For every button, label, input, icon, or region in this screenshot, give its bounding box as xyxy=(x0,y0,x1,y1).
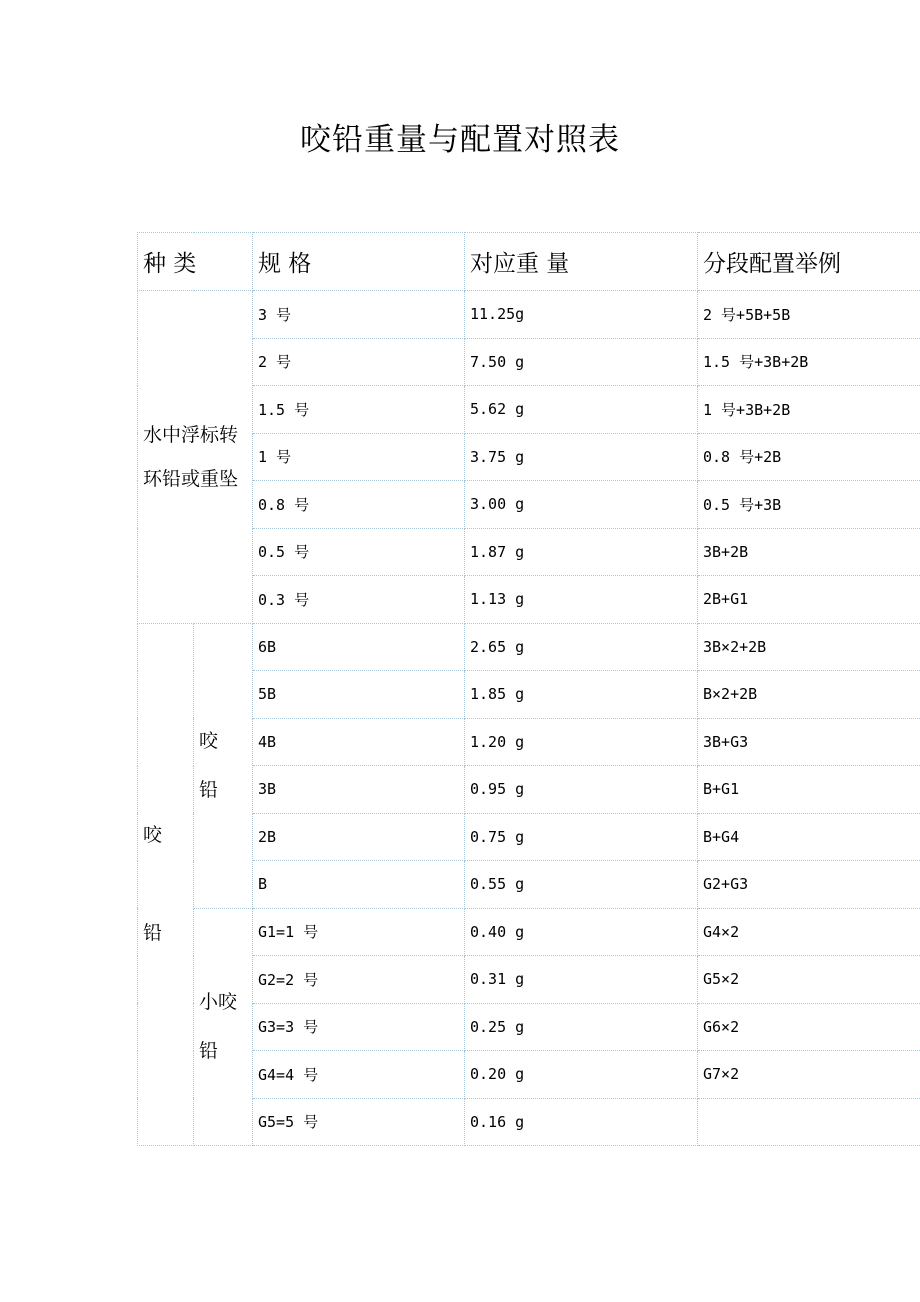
page-title-text: 咬铅重量与配置对照表 xyxy=(300,122,620,158)
header-kind: 种 类 xyxy=(138,233,253,291)
table-row xyxy=(138,1098,920,1146)
example-cell: 0.5 号+3B xyxy=(698,481,920,529)
category-line: 水中浮标转 xyxy=(143,423,239,446)
spec-cell: 2B xyxy=(253,813,465,861)
example-cell: G7×2 xyxy=(698,1051,920,1099)
example-cell: 0.8 号+2B xyxy=(698,433,920,481)
table-row xyxy=(138,813,920,861)
weight-cell: 1.85 g xyxy=(465,671,698,719)
table-header-row xyxy=(138,233,920,291)
weight-config-table xyxy=(137,232,920,1146)
spec-cell: G2=2 号 xyxy=(253,956,465,1004)
category-split-shot xyxy=(138,623,194,1146)
table-row xyxy=(138,528,920,576)
subcategory-line: 铅 xyxy=(199,1039,219,1062)
spec-cell: G5=5 号 xyxy=(253,1098,465,1146)
subcategory-small-split-shot xyxy=(194,908,253,1146)
example-cell: 2 号+5B+5B xyxy=(698,291,920,339)
spec-cell: 2 号 xyxy=(253,338,465,386)
table-row xyxy=(138,908,920,956)
category-float-rig xyxy=(138,291,253,624)
weight-cell: 0.25 g xyxy=(465,1003,698,1051)
spec-cell: B xyxy=(253,861,465,909)
category-char: 咬 xyxy=(143,824,163,847)
table-row xyxy=(138,766,920,814)
example-cell: 3B×2+2B xyxy=(698,623,920,671)
table-row xyxy=(138,433,920,481)
weight-cell: 1.13 g xyxy=(465,576,698,624)
spec-cell: G1=1 号 xyxy=(253,908,465,956)
spec-cell: 5B xyxy=(253,671,465,719)
weight-cell: 5.62 g xyxy=(465,386,698,434)
weight-cell: 7.50 g xyxy=(465,338,698,386)
table-row xyxy=(138,338,920,386)
example-cell: 1 号+3B+2B xyxy=(698,386,920,434)
spec-cell: 0.5 号 xyxy=(253,528,465,576)
table-row xyxy=(138,718,920,766)
header-weight: 对应重 量 xyxy=(465,233,698,291)
example-cell: 3B+2B xyxy=(698,528,920,576)
subcategory-char: 咬 xyxy=(199,729,219,752)
weight-cell: 2.65 g xyxy=(465,623,698,671)
page-title xyxy=(0,114,920,159)
category-line: 环铅或重坠 xyxy=(143,467,239,490)
subcategory-char: 铅 xyxy=(199,778,219,801)
spec-cell: 6B xyxy=(253,623,465,671)
spec-cell: 3 号 xyxy=(253,291,465,339)
category-char: 铅 xyxy=(143,922,163,945)
weight-cell: 3.00 g xyxy=(465,481,698,529)
example-cell: B+G1 xyxy=(698,766,920,814)
table-row xyxy=(138,861,920,909)
example-cell: B×2+2B xyxy=(698,671,920,719)
example-cell: 1.5 号+3B+2B xyxy=(698,338,920,386)
subcategory-split-shot xyxy=(194,623,253,908)
example-cell xyxy=(698,1098,920,1146)
example-cell: 3B+G3 xyxy=(698,718,920,766)
table-row xyxy=(138,576,920,624)
spec-cell: 0.8 号 xyxy=(253,481,465,529)
weight-cell: 0.16 g xyxy=(465,1098,698,1146)
example-cell: G2+G3 xyxy=(698,861,920,909)
spec-cell: G3=3 号 xyxy=(253,1003,465,1051)
table-row xyxy=(138,1003,920,1051)
weight-cell: 0.55 g xyxy=(465,861,698,909)
header-spec: 规 格 xyxy=(253,233,465,291)
weight-cell: 0.40 g xyxy=(465,908,698,956)
example-cell: G6×2 xyxy=(698,1003,920,1051)
example-cell: B+G4 xyxy=(698,813,920,861)
spec-cell: G4=4 号 xyxy=(253,1051,465,1099)
spec-cell: 3B xyxy=(253,766,465,814)
weight-cell: 3.75 g xyxy=(465,433,698,481)
spec-cell: 1 号 xyxy=(253,433,465,481)
table-row xyxy=(138,481,920,529)
weight-cell: 0.95 g xyxy=(465,766,698,814)
example-cell: G4×2 xyxy=(698,908,920,956)
spec-cell: 0.3 号 xyxy=(253,576,465,624)
spec-cell: 4B xyxy=(253,718,465,766)
example-cell: G5×2 xyxy=(698,956,920,1004)
example-cell: 2B+G1 xyxy=(698,576,920,624)
table-row xyxy=(138,956,920,1004)
weight-cell: 1.20 g xyxy=(465,718,698,766)
weight-cell: 1.87 g xyxy=(465,528,698,576)
table-row xyxy=(138,671,920,719)
weight-cell: 0.20 g xyxy=(465,1051,698,1099)
table-row xyxy=(138,1051,920,1099)
header-example: 分段配置举例 xyxy=(698,233,920,291)
spec-cell: 1.5 号 xyxy=(253,386,465,434)
table-row xyxy=(138,623,920,671)
weight-cell: 0.31 g xyxy=(465,956,698,1004)
weight-cell: 11.25g xyxy=(465,291,698,339)
weight-cell: 0.75 g xyxy=(465,813,698,861)
subcategory-line: 小咬 xyxy=(199,990,238,1013)
table-row xyxy=(138,291,920,339)
table-row xyxy=(138,386,920,434)
